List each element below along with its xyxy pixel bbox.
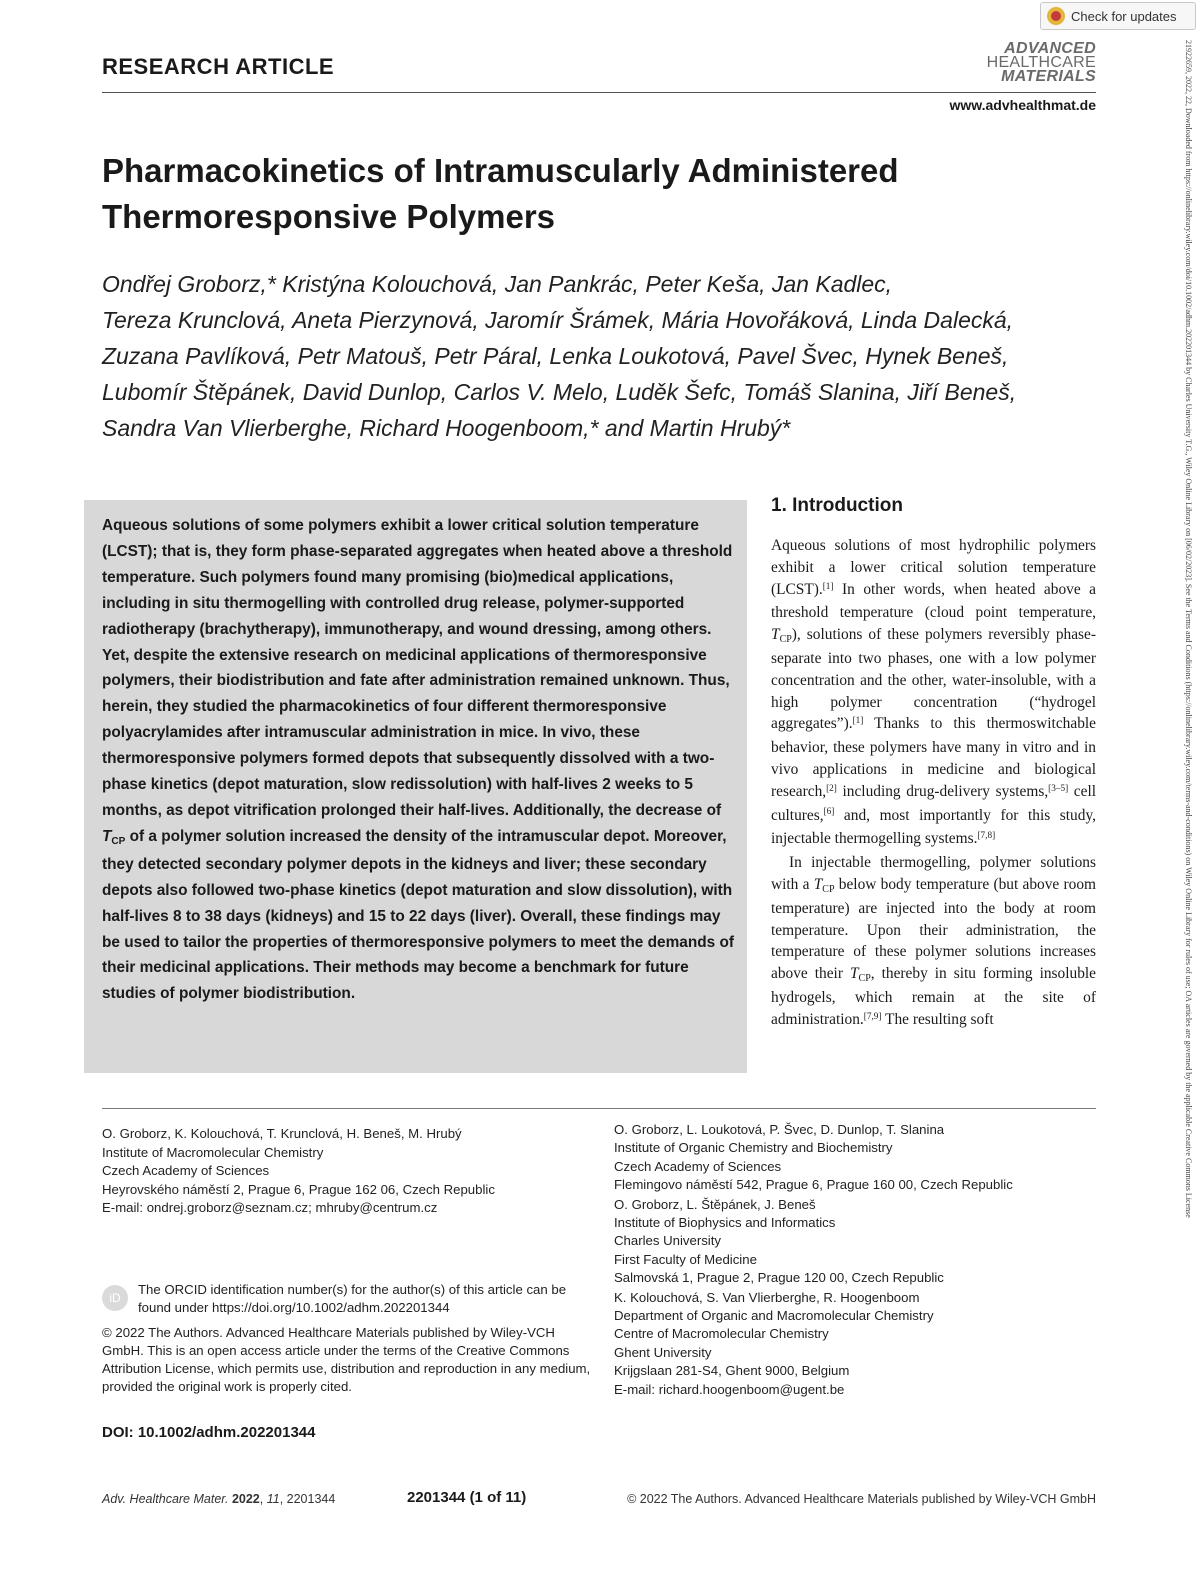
footer-copyright: © 2022 The Authors. Advanced Healthcare Materials published by Wiley-VCH GmbH (627, 1492, 1096, 1506)
journal-logo-line: HEALTHCARE (986, 54, 1096, 71)
check-for-updates-button[interactable] (1040, 2, 1196, 30)
text-run: below body temperature (but above room temperature) are injected into the body at room temperature. Upon their administration, the temperature of these polymer solutions increases above their (771, 875, 1096, 983)
text-run: , thereby in situ forming insoluble hydrogels, which remain at the site of administration. (771, 965, 1096, 1028)
tcp-symbol: T (849, 965, 859, 983)
section-label: RESEARCH ARTICLE (102, 54, 335, 79)
citation-link[interactable]: [7,8] (977, 830, 996, 841)
tcp-symbol: T (771, 626, 780, 644)
affiliation-block (102, 1125, 582, 1218)
citation-link[interactable]: [3–5] (1048, 782, 1069, 793)
author-line: Zuzana Pavlíková, Petr Matouš, Petr Páral, Lenka Loukotová, Pavel Švec, Hynek Beneš, (102, 343, 1009, 369)
journal-logo-line: ADVANCED (1004, 40, 1096, 57)
citation-link[interactable]: [1] (822, 580, 834, 591)
affiliation-line: Department of Organic and Macromolecular Chemistry (614, 1308, 934, 1324)
affiliation-block (614, 1289, 1096, 1399)
affiliation-email[interactable]: E-mail: richard.hoogenboom@ugent.be (614, 1381, 845, 1397)
citation-link[interactable]: [7,9] (863, 1010, 882, 1021)
affiliation-line: Salmovská 1, Prague 2, Prague 120 00, Czech Republic (614, 1270, 944, 1286)
affiliation-line: Heyrovského náměstí 2, Prague 6, Prague 162 06, Czech Republic (102, 1181, 495, 1197)
affiliation-line: Czech Academy of Sciences (102, 1163, 270, 1179)
tcp-subscript: CP (111, 835, 126, 847)
text-run: and, most importantly for this study, injectable thermogelling systems. (771, 806, 1096, 848)
tcp-subscript: CP (779, 634, 792, 646)
author-line: Tereza Krunclová, Aneta Pierzynová, Jaromír Šrámek, Mária Hovořáková, Linda Dalecká, (102, 307, 1014, 333)
orcid-icon: iD (102, 1285, 128, 1311)
text-run: In other words, when heated above a threshold temperature (cloud point temperature, (771, 580, 1096, 622)
journal-logo-line: MATERIALS (1001, 68, 1096, 85)
abstract-part: of a polymer solution increased the density of the intramuscular depot. Moreover, they detected secondary polymer depots in the kidneys and liver; these secondary depots also followed two-phase kinetics (depot maturation and slow dissolution), with half-lives 8 to 38 days (kidneys) and 15 to 22 days (liver). Overall, these findings may be used to tailor the properties of thermoresponsive polymers to meet the demands of their medicinal applications. Their methods may become a benchmark for future studies of polymer biodistribution. (102, 827, 734, 1003)
affiliation-line: Ghent University (614, 1344, 712, 1360)
introduction-paragraph (771, 852, 1096, 1032)
affiliation-line: Flemingovo náměstí 542, Prague 6, Prague 160 00, Czech Republic (614, 1177, 1013, 1193)
affiliation-line: Institute of Macromolecular Chemistry (102, 1144, 324, 1160)
footer-year: 2022 (231, 1492, 260, 1506)
citation-link[interactable]: [6] (823, 806, 835, 817)
tcp-symbol: T (813, 875, 823, 893)
text-run: Aqueous solutions of most hydrophilic polymers exhibit a lower critical solution temperature (LCST). (771, 537, 1096, 598)
journal-url-link[interactable]: www.advhealthmat.de (949, 97, 1096, 113)
affiliation-block (614, 1196, 1096, 1288)
check-for-updates-label: Check for updates (1071, 8, 1177, 24)
text-run: Thanks to this thermoswitchable behavior, these polymers have many in vitro and in vivo applications in medicine and biological research, (771, 715, 1096, 800)
footer-citation: Adv. Healthcare Mater. 2022, 11, 2201344 (102, 1492, 336, 1506)
tcp-symbol: T (102, 827, 112, 845)
affiliation-authors: O. Groborz, K. Kolouchová, T. Krunclová, H. Beneš, M. Hrubý (102, 1126, 462, 1141)
crossmark-icon (1047, 7, 1065, 25)
affiliation-line: Krijgslaan 281-S4, Ghent 9000, Belgium (614, 1363, 850, 1379)
text-run: ), solutions of these polymers reversibly phase-separate into two phases, one with a low polymer concentration and the other, water-insoluble, with a high polymer concentration (“hydrogel aggregates”). (771, 626, 1096, 733)
title-line: Pharmacokinetics of Intramuscularly Administered (102, 152, 899, 189)
orcid-notice (102, 1281, 592, 1317)
download-side-note: 21922659, 2022, 22, Downloaded from https://onlinelibrary.wiley.com/doi/10.1002/adhm.202201344 by Charles University T.G., Wiley Online Library on [06/02/2023]. See the Terms and Conditions (https://onlinelibrary.wiley.com/terms-and-conditions) on Wiley Online Library for rules of use; OA articles are governed by the applicable Creative Commons License (1184, 40, 1193, 1218)
footer-page-number: 2201344 (1 of 11) (407, 1489, 527, 1506)
license-notice: © 2022 The Authors. Advanced Healthcare Materials published by Wiley-VCH GmbH. This is an open access article under the terms of the Creative Commons Attribution License, which permits use, distribution and reproduction in any medium, provided the original work is properly cited. (102, 1325, 591, 1394)
abstract-part: Aqueous solutions of some polymers exhibit a lower critical solution temperature (LCST); that is, they form phase-separated aggregates when heated above a threshold temperature. Such polymers found many promising (bio)medical applications, including in situ thermogelling with controlled drug release, polymer-supported radiotherapy (brachytherapy), immunotherapy, and wound dressing, among others. Yet, despite the extensive research on medicinal applications of thermoresponsive polymers, their biodistribution and fate after administration remained unknown. Thus, herein, they studied the pharmacokinetics of four different thermoresponsive polyacrylamides after intramuscular administration in mice. In vivo, these thermoresponsive polymers formed depots that subsequently dissolved with a two-phase kinetics (depot maturation, slow redissolution) with half-lives 2 weeks to 5 months, as depot vitrification prolonged their half-lives. Additionally, the decrease of (102, 517, 733, 819)
affiliations-divider (102, 1108, 1096, 1109)
affiliation-authors: O. Groborz, L. Štěpánek, J. Beneš (614, 1196, 816, 1212)
affiliation-line: First Faculty of Medicine (614, 1251, 757, 1267)
text-run: In injectable thermogelling, polymer solutions with a (771, 854, 1096, 893)
footer-journal: Adv. Healthcare Mater. (102, 1492, 229, 1506)
affiliation-line: Czech Academy of Sciences (614, 1158, 782, 1174)
affiliations-right (614, 1121, 1096, 1400)
affiliation-line: Charles University (614, 1233, 721, 1249)
journal-logo (960, 42, 1096, 84)
abstract-text (102, 513, 734, 1007)
affiliation-email[interactable]: E-mail: ondrej.groborz@seznam.cz; mhruby@centrum.cz (102, 1200, 438, 1216)
introduction-paragraph (771, 535, 1096, 852)
doi-link[interactable]: DOI: 10.1002/adhm.202201344 (102, 1424, 316, 1441)
author-line: Lubomír Štěpánek, David Dunlop, Carlos V. Melo, Luděk Šefc, Tomáš Slanina, Jiří Beneš, (102, 379, 1017, 405)
author-line: Ondřej Groborz,* Kristýna Kolouchová, Jan Pankrác, Peter Keša, Jan Kadlec, (102, 271, 893, 297)
footer-volume: 11 (266, 1492, 280, 1506)
article-title (102, 148, 1002, 240)
tcp-subscript: CP (858, 973, 871, 985)
affiliation-authors: K. Kolouchová, S. Van Vlierberghe, R. Hoogenboom (614, 1289, 920, 1305)
footer-article-number: 2201344 (286, 1492, 336, 1506)
citation-link[interactable]: [1] (852, 715, 864, 726)
introduction-heading: 1. Introduction (771, 495, 903, 516)
affiliations-left (102, 1125, 582, 1219)
tcp-subscript: CP (822, 883, 835, 895)
orcid-text[interactable]: The ORCID identification number(s) for the author(s) of this article can be found under https://doi.org/10.1002/adhm.202201344 (138, 1282, 567, 1315)
introduction-body (771, 535, 1096, 1033)
affiliation-block (614, 1121, 1096, 1195)
affiliation-line: Institute of Biophysics and Informatics (614, 1215, 836, 1231)
author-line: Sandra Van Vlierberghe, Richard Hoogenboom,* and Martin Hrubý* (102, 415, 791, 441)
text-run: The resulting soft (881, 1010, 994, 1028)
text-run: including drug-delivery systems, (836, 782, 1049, 800)
affiliation-line: Centre of Macromolecular Chemistry (614, 1326, 829, 1342)
author-list (102, 266, 1102, 446)
affiliation-line: Institute of Organic Chemistry and Biochemistry (614, 1140, 893, 1156)
header-divider (102, 92, 1096, 93)
affiliation-authors: O. Groborz, L. Loukotová, P. Švec, D. Dunlop, T. Slanina (614, 1122, 945, 1137)
text-run: cell cultures, (771, 782, 1096, 824)
title-line: Thermoresponsive Polymers (102, 198, 556, 235)
citation-link[interactable]: [2] (826, 782, 837, 793)
